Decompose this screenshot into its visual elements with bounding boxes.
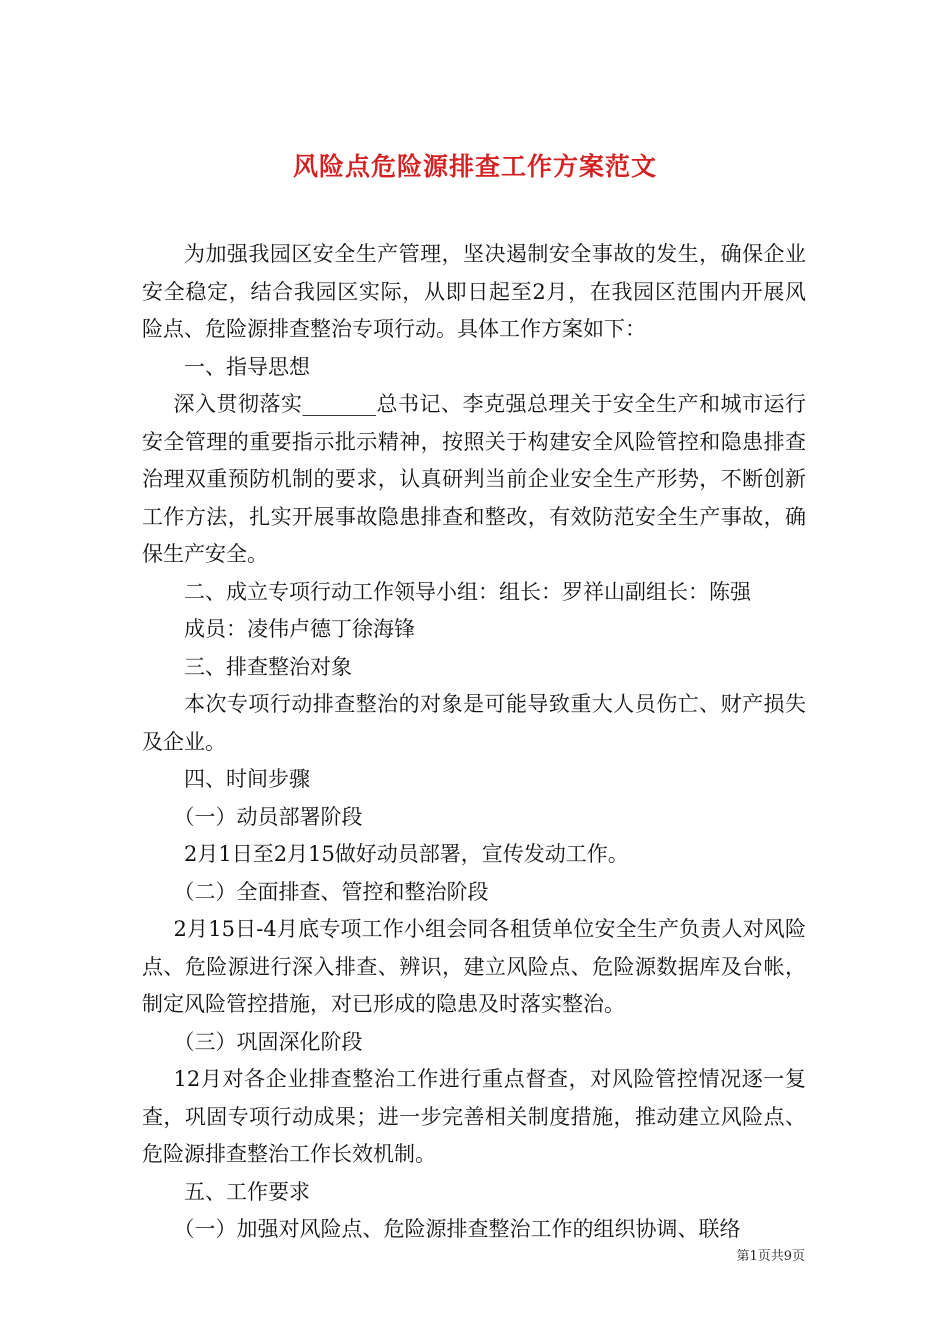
document-body [142,236,806,1249]
heading-leadership-group: 二、成立专项行动工作领导小组：组长：罗祥山副组长：陈强 [184,579,751,604]
paragraph-guiding-ideology: 深入贯彻落实_______总书记、李克强总理关于安全生产和城市运行安全管理的重要指示批示精神，按照关于构建安全风险管控和隐患排查治理双重预防机制的要求，认真研判当前企业安全生产形势，不断创新工作方法，扎实开展事故隐患排查和整改，有效防范安全生产事故，确保生产安全。 [142,392,806,566]
heading-requirements: 五、工作要求 [184,1179,310,1204]
paragraph-intro: 为加强我园区安全生产管理，坚决遏制安全事故的发生，确保企业安全稳定，结合我园区实际，从即日起至2月，在我园区范围内开展风险点、危险源排查整治专项行动。具体工作方案如下： [142,242,806,341]
paragraph-stage-2: 2月15日-4月底专项工作小组会同各租赁单位安全生产负责人对风险点、危险源进行深入排查、辨识，建立风险点、危险源数据库及台帐，制定风险管控措施，对已形成的隐患及时落实整治。 [142,917,806,1016]
heading-timeline: 四、时间步骤 [184,767,310,791]
page-number: 第1页共9页 [736,1249,805,1264]
heading-stage-2: （二）全面排查、管控和整治阶段 [173,879,489,904]
heading-stage-3: （三）巩固深化阶段 [173,1029,363,1054]
paragraph-stage-3: 12月对各企业排查整治工作进行重点督查，对风险管控情况逐一复查，巩固专项行动成果；进一步完善相关制度措施，推动建立风险点、危险源排查整治工作长效机制。 [142,1067,806,1166]
paragraph-stage-1: 2月1日至2月15做好动员部署，宣传发动工作。 [184,842,629,866]
paragraph-targets: 本次专项行动排查整治的对象是可能导致重大人员伤亡、财产损失及企业。 [142,692,806,754]
paragraph-requirements-1: （一）加强对风险点、危险源排查整治工作的组织协调、联络 [173,1217,741,1241]
heading-targets: 三、排查整治对象 [184,654,352,679]
paragraph-members: 成员：凌伟卢德丁徐海锋 [184,617,415,641]
document-title: 风险点危险源排查工作方案范文 [292,151,657,181]
heading-guiding-ideology: 一、指导思想 [184,354,310,379]
heading-stage-1: （一）动员部署阶段 [173,804,363,829]
